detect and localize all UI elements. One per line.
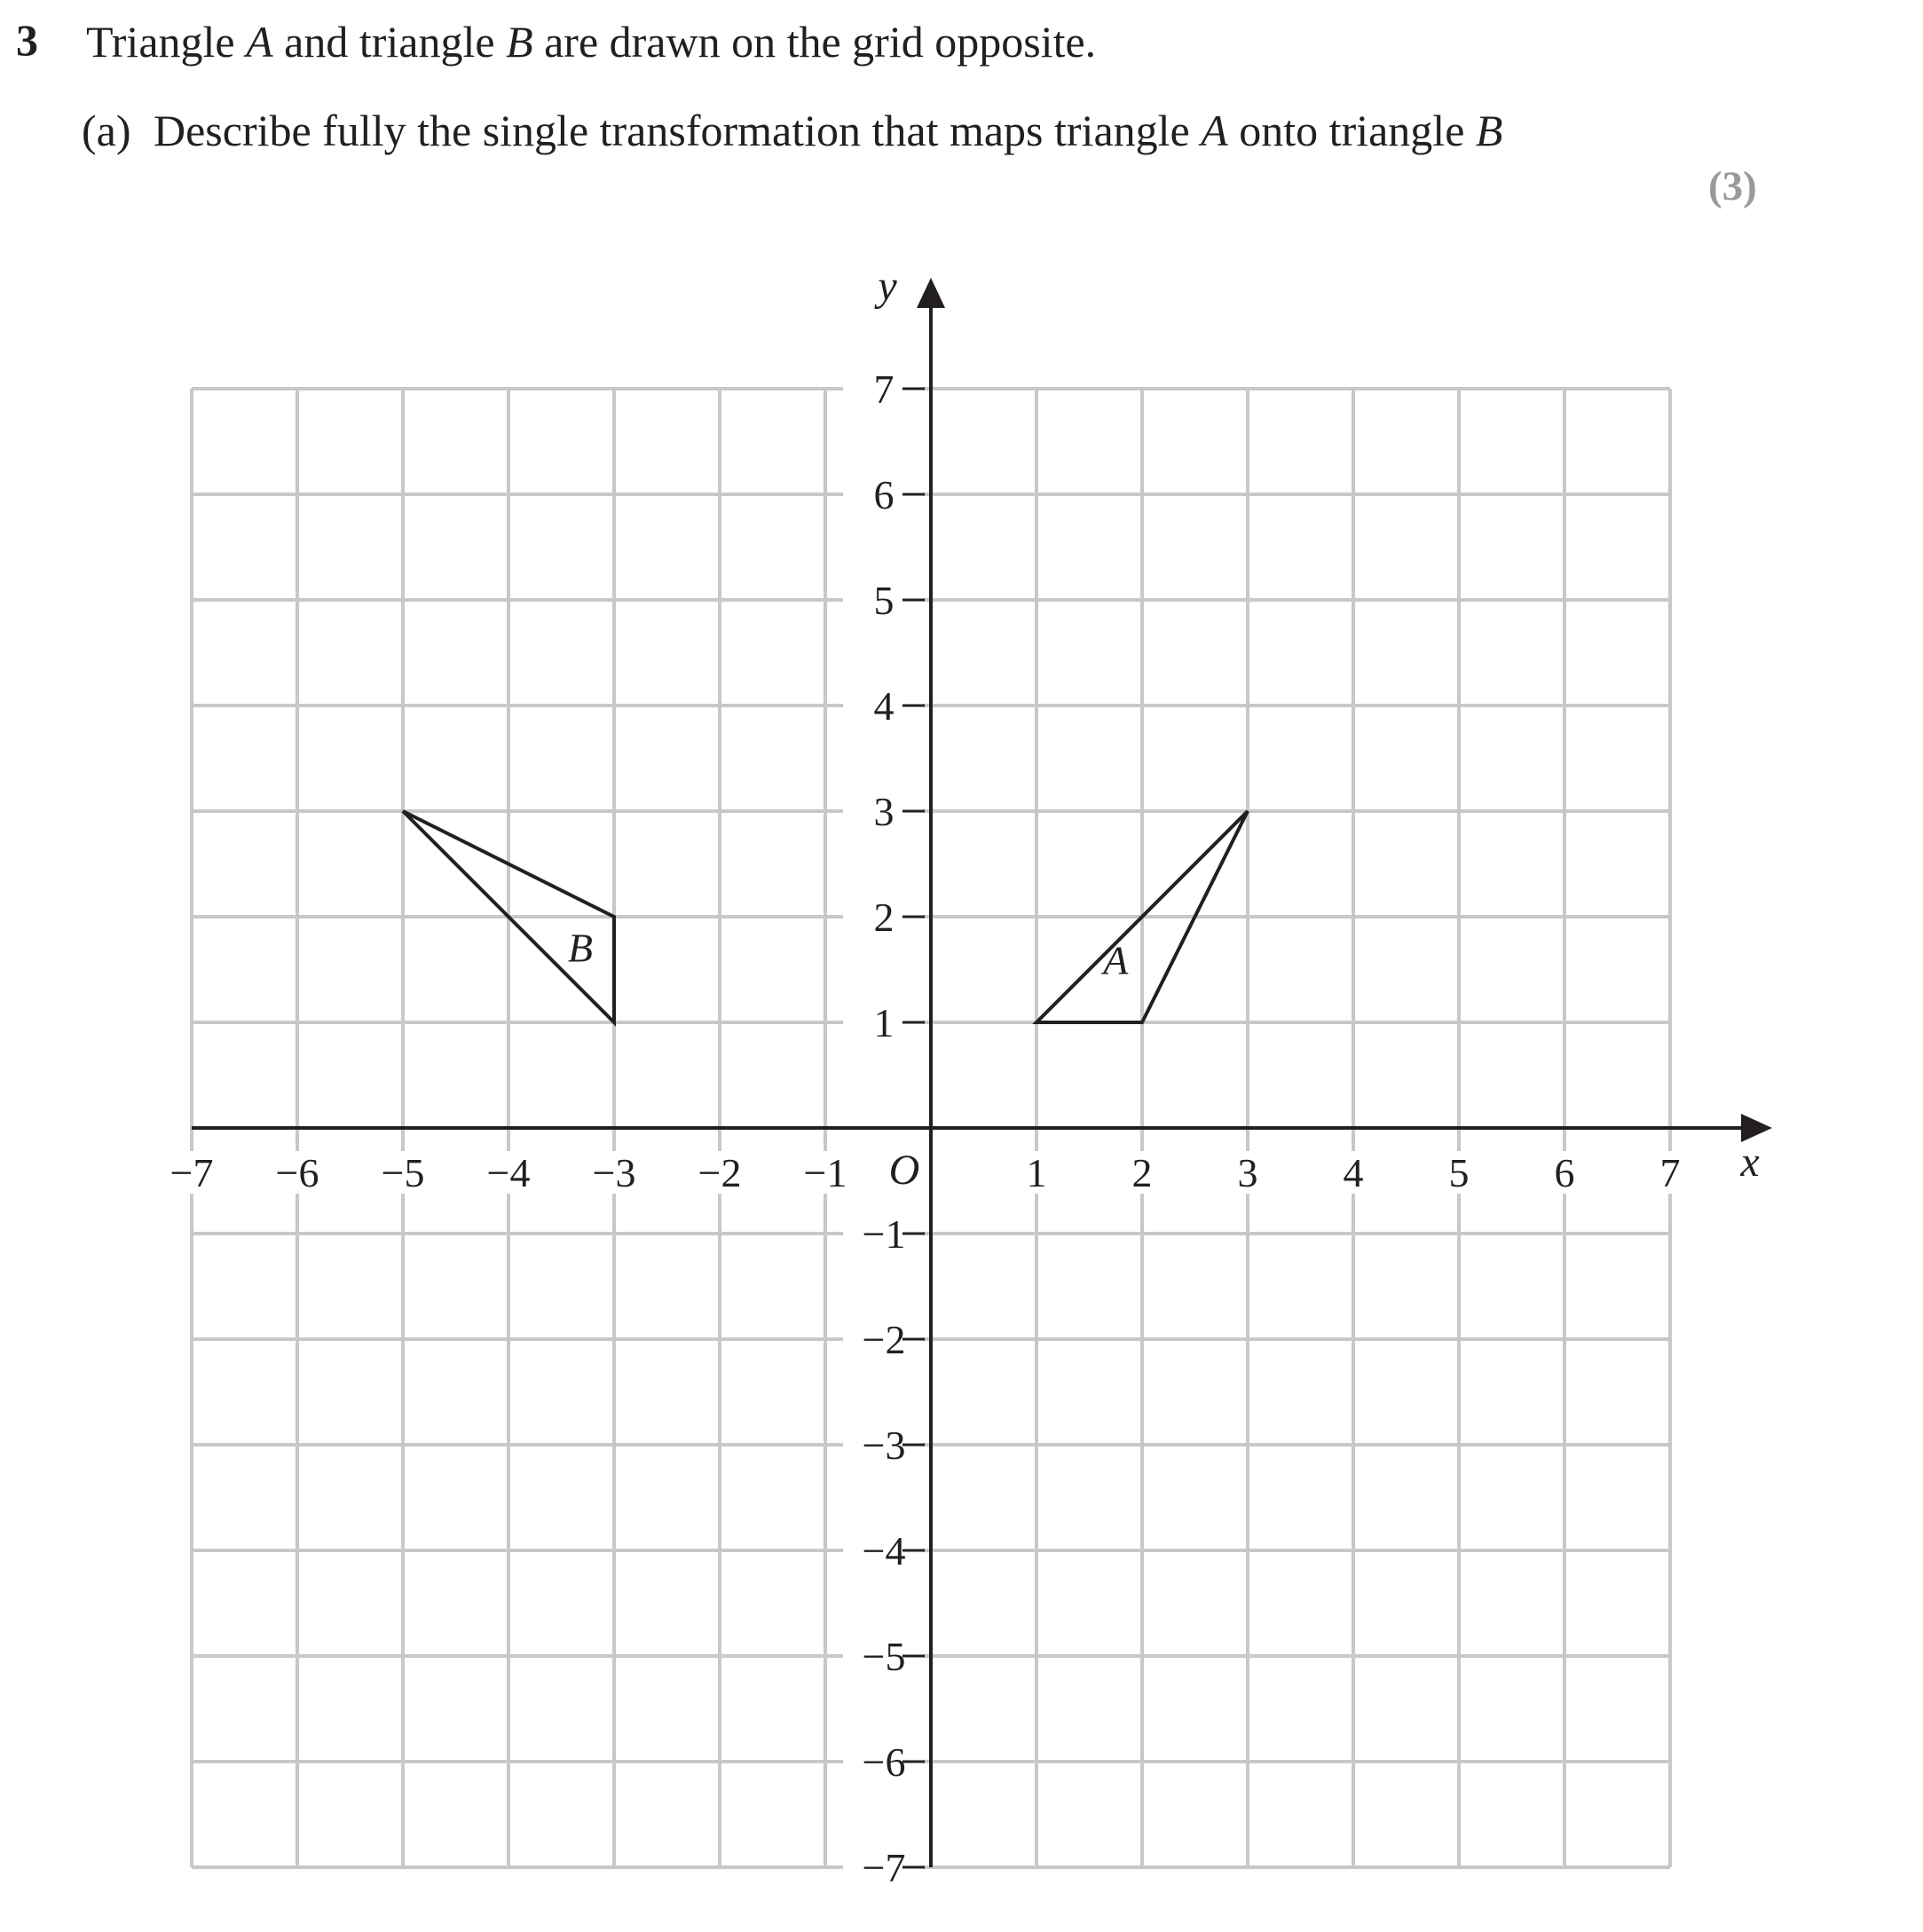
y-tick-label: −4: [862, 1528, 906, 1573]
y-tick-label: −7: [862, 1845, 906, 1890]
triangle-a-label: A: [1103, 937, 1129, 983]
part-text-segment: onto triangle: [1227, 106, 1476, 155]
triangle-b-label: B: [567, 925, 593, 971]
y-tick-label: −1: [862, 1211, 906, 1257]
triangle-a-ref: A: [1201, 106, 1228, 155]
x-tick-label: −5: [381, 1150, 425, 1195]
x-tick-label: −6: [275, 1150, 319, 1195]
x-tick-label: −1: [803, 1150, 847, 1195]
x-tick-label: −3: [592, 1150, 636, 1195]
y-tick-label: −5: [862, 1634, 906, 1679]
x-tick-label: −2: [697, 1150, 742, 1195]
y-tick-label: −3: [862, 1423, 906, 1468]
y-tick-label: −6: [862, 1739, 906, 1785]
y-tick-label: 5: [873, 578, 895, 623]
question-text-part: are drawn on the grid opposite.: [532, 17, 1097, 67]
question-number: 3: [16, 15, 38, 65]
y-tick-label: 1: [873, 1000, 895, 1045]
y-tick-label: 7: [873, 367, 895, 412]
y-tick-label: 4: [873, 683, 895, 729]
triangle-b-ref: B: [506, 17, 533, 67]
part-label: (a): [82, 106, 131, 155]
x-tick-label: 4: [1343, 1150, 1364, 1195]
x-axis-label: x: [1740, 1139, 1760, 1186]
y-tick-label: −2: [862, 1317, 906, 1362]
question-text-part: Triangle: [86, 17, 247, 67]
x-tick-label: 6: [1554, 1150, 1575, 1195]
x-tick-label: 2: [1131, 1150, 1153, 1195]
part-text-segment: Describe fully the single transformation that maps triangle: [154, 106, 1202, 155]
marks-allocation: (3): [1708, 163, 1757, 209]
y-tick-label: 6: [873, 472, 895, 517]
y-axis-label: y: [878, 263, 897, 310]
triangle-a-ref: A: [246, 17, 273, 67]
x-tick-label: 3: [1237, 1150, 1258, 1195]
question-text-part: and triangle: [272, 17, 507, 67]
x-tick-label: −4: [486, 1150, 531, 1195]
y-axis-arrowhead: [917, 278, 945, 308]
origin-label: O: [888, 1147, 920, 1194]
triangle-b-ref: B: [1475, 106, 1503, 155]
x-tick-label: 1: [1026, 1150, 1047, 1195]
x-tick-label: −7: [169, 1150, 214, 1195]
y-tick-label: 3: [873, 789, 895, 834]
x-tick-label: 5: [1448, 1150, 1470, 1195]
y-tick-label: 2: [873, 895, 895, 940]
x-tick-label: 7: [1659, 1150, 1681, 1195]
